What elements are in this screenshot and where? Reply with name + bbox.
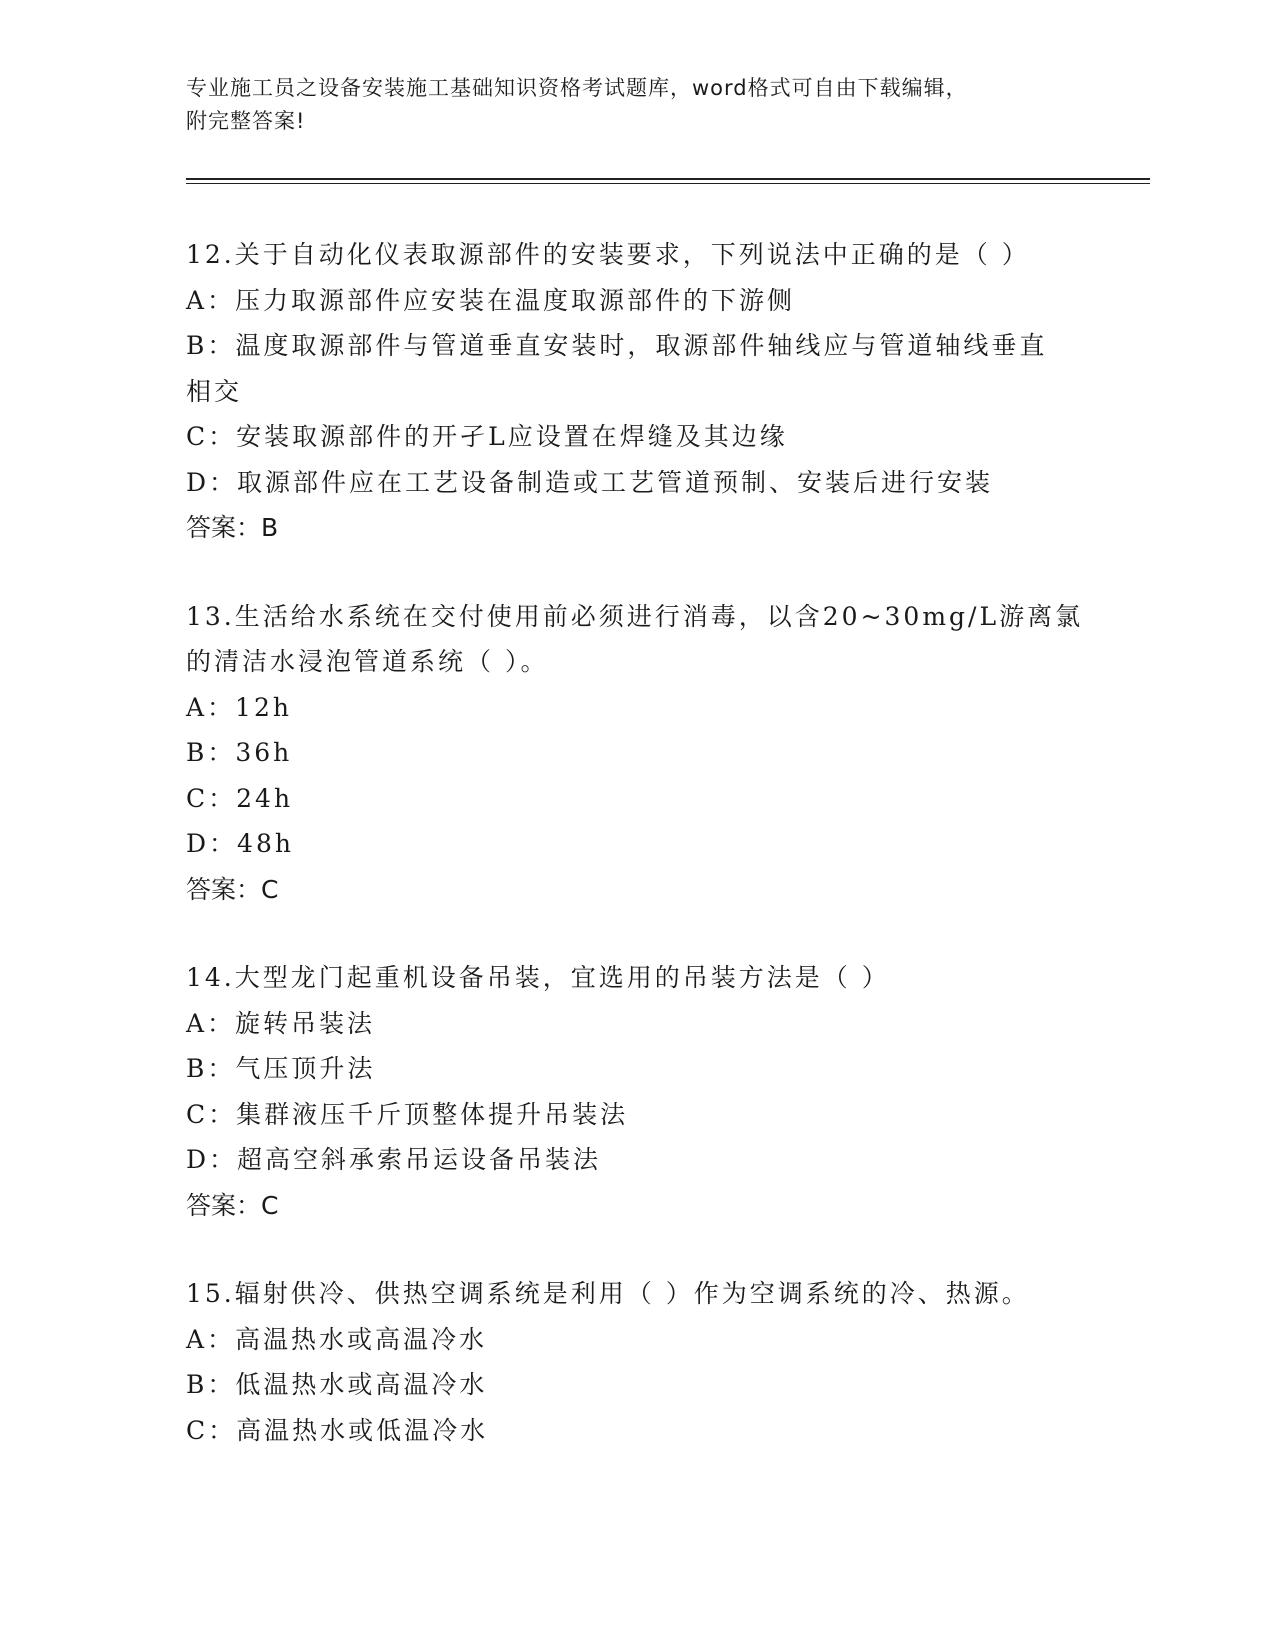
answer-label: 答案：C <box>186 1190 279 1220</box>
option-b: B：36h <box>186 738 293 767</box>
question-block <box>186 1271 1086 1453</box>
option-b-continued: 相交 <box>186 376 243 406</box>
option-c: C：安装取源部件的开孑L应设置在焊缝及其边缘 <box>186 422 788 451</box>
option-b: B：低温热水或高温冷水 <box>186 1370 488 1399</box>
option-c: C：24h <box>186 783 294 813</box>
header-divider-thin <box>186 183 1150 184</box>
answer-label: 答案：B <box>186 513 279 542</box>
header-line-1: 专业施工员之设备安装施工基础知识资格考试题库，word格式可自由下载编辑， <box>186 76 968 100</box>
question-stem: 15.辐射供冷、供热空调系统是利用（ ）作为空调系统的冷、热源。 <box>186 1279 1030 1308</box>
option-a: A：压力取源部件应安装在温度取源部件的下游侧 <box>186 285 796 315</box>
option-b: B：温度取源部件与管道垂直安装时，取源部件轴线应与管道轴线垂直 <box>186 331 1048 360</box>
question-spacer <box>186 912 1086 955</box>
header-divider-thick <box>186 178 1150 180</box>
question-list <box>186 232 1086 1453</box>
question-block <box>186 955 1086 1228</box>
question-stem: 14.大型龙门起重机设备吊装，宜选用的吊装方法是（ ） <box>186 963 890 992</box>
option-c: C：高温热水或低温冷水 <box>186 1415 489 1445</box>
option-d: D：超高空斜承索吊运设备吊装法 <box>186 1145 602 1174</box>
option-a: A：高温热水或高温冷水 <box>186 1324 488 1354</box>
question-block <box>186 594 1086 913</box>
option-c: C：集群液压千斤顶整体提升吊装法 <box>186 1099 629 1129</box>
option-d: D：48h <box>186 829 294 858</box>
answer-label: 答案：C <box>186 874 279 904</box>
question-spacer <box>186 551 1086 594</box>
header-line-2: 附完整答案! <box>186 109 306 133</box>
question-stem: 12.关于自动化仪表取源部件的安装要求，下列说法中正确的是（ ） <box>186 240 1030 269</box>
document-header <box>186 72 1066 138</box>
question-block <box>186 232 1086 551</box>
question-spacer <box>186 1228 1086 1271</box>
option-d: D：取源部件应在工艺设备制造或工艺管道预制、安装后进行安装 <box>186 467 994 497</box>
option-a: A：12h <box>186 692 292 722</box>
option-a: A：旋转吊装法 <box>186 1008 376 1038</box>
option-b: B：气压顶升法 <box>186 1054 376 1083</box>
question-stem-continued: 的清洁水浸泡管道系统（ ）。 <box>186 647 549 676</box>
question-stem: 13.生活给水系统在交付使用前必须进行消毒，以含20~30mg/L游离氯 <box>186 601 1084 631</box>
